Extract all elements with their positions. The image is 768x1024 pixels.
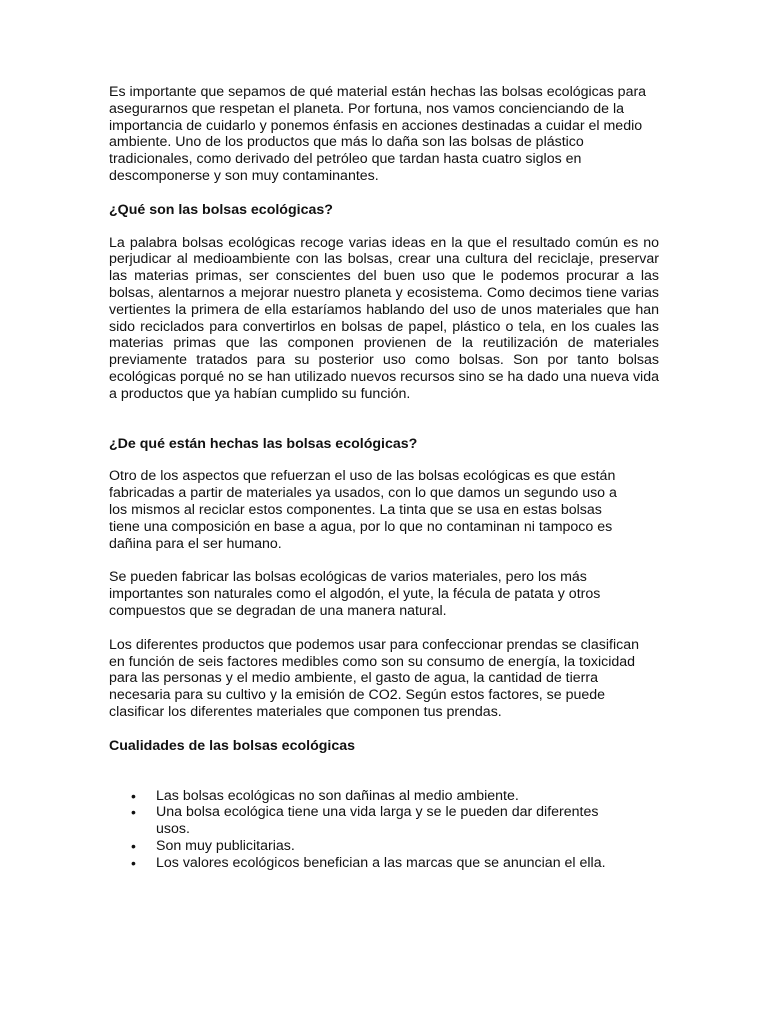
paragraph-que-son: La palabra bolsas ecológicas recoge varias ideas en la que el resultado común es no perjudicar al medioambiente con las bolsas, crear una cultura del reciclaje, preservar las materias primas, ser conscientes del buen uso que le podemos procurar a las bolsas, alentarnos a mejorar nuestro planeta y ecosistema. Como decimos tiene varias vertientes la primera de ella estaríamos hablando del uso de unos materiales que han sido reciclados para convertirlos en bolsas de papel, plástico o tela, en los cuales las materias primas que las componen provienen de la reutilización de materiales previamente tratados para su posterior uso como bolsas. Son por tanto bolsas ecológicas porqué no se han utilizado nuevos recursos sino se ha dado una nueva vida a productos que ya habían cumplido su función. (109, 234, 659, 402)
section-heading-que-son: ¿Qué son las bolsas ecológicas? (109, 201, 333, 218)
qualities-list (109, 788, 659, 872)
list-item: • Los valores ecológicos benefician a las marcas que se anuncian el ella. (109, 855, 659, 872)
intro-paragraph: Es importante que sepamos de qué material están hechas las bolsas ecológicas para asegurarnos que respetan el planeta. Por fortuna, nos vamos concienciando de la importancia de cuidarlo y ponemos énfasis en acciones destinadas a cuidar el medio ambiente. Uno de los productos que más lo daña son las bolsas de plástico tradicionales, como derivado del petróleo que tardan hasta cuatro siglos en descomponerse y son muy contaminantes. (109, 84, 647, 184)
section-heading-de-que-estan-hechas: ¿De qué están hechas las bolsas ecológicas? (109, 435, 418, 452)
list-item: • Una bolsa ecológica tiene una vida larga y se le pueden dar diferentes usos. (109, 804, 659, 838)
section-heading-cualidades: Cualidades de las bolsas ecológicas (109, 737, 356, 754)
document-body (109, 84, 659, 871)
list-item: • Las bolsas ecológicas no son dañinas al medio ambiente. (109, 788, 659, 805)
paragraph-materiales-usados: Otro de los aspectos que refuerzan el uso de las bolsas ecológicas es que están fabricadas a partir de materiales ya usados, con lo que damos un segundo uso a los mismos al reciclar estos componentes. La tinta que se usa en estas bolsas tiene una composición en base a agua, por lo que no contaminan ni tampoco es dañina para el ser humano. (109, 468, 617, 552)
paragraph-factores-medibles: Los diferentes productos que podemos usar para confeccionar prendas se clasifican en función de seis factores medibles como son su consumo de energía, la toxicidad para las personas y el medio ambiente, el gasto de agua, la cantidad de tierra necesaria para su cultivo y la emisión de CO2. Según estos factores, se puede clasificar los diferentes materiales que componen tus prendas. (109, 636, 639, 720)
paragraph-materiales-naturales: Se pueden fabricar las bolsas ecológicas de varios materiales, pero los más importantes son naturales como el algodón, el yute, la fécula de patata y otros compuestos que se degradan de una manera natural. (109, 569, 601, 619)
list-item: • Son muy publicitarias. (109, 838, 659, 855)
